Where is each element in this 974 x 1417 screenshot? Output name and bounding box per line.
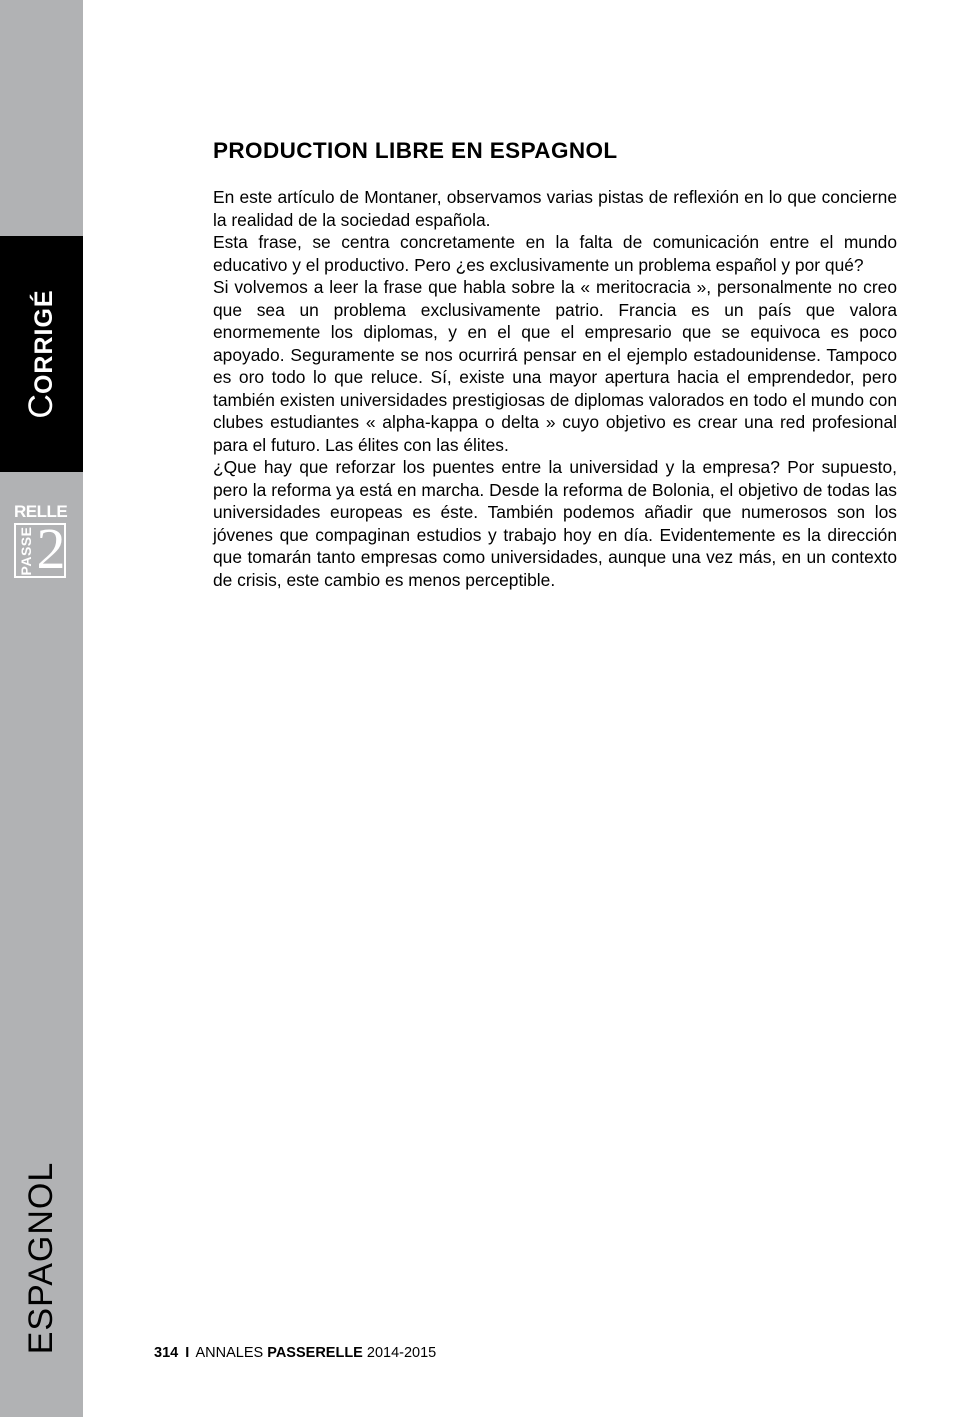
footer-year: 2014-2015 — [366, 1345, 437, 1361]
page-footer — [154, 1344, 436, 1362]
page-title: PRODUCTION LIBRE EN ESPAGNOL — [213, 138, 618, 163]
paragraph: En este artículo de Montaner, observamos varias pistas de reflexión en lo que concierne la realidad de la sociedad española. — [213, 187, 897, 230]
section-label-rest: ORRIGÉ — [30, 289, 58, 395]
page-number: 314 — [154, 1345, 179, 1361]
subject-label: ESPAGNOL — [22, 1161, 60, 1355]
body-text — [213, 186, 897, 591]
paragraph: Esta frase, se centra concretamente en la falta de comunicación entre el mundo educativo y el productivo. Pero ¿es exclusivamente un problema español y por qué? — [213, 232, 897, 275]
footer-prefix: ANNALES — [195, 1345, 264, 1361]
footer-brand: PASSERELLE — [267, 1345, 363, 1361]
logo-side-text: PASSE — [18, 526, 34, 576]
passerelle-logo — [14, 502, 68, 581]
paragraph: ¿Que hay que reforzar los puentes entre la universidad y la empresa? Por supuesto, pero la reforma ya está en marcha. Desde la reforma de Bolonia, el objetivo de todas las universidades europeas es éste. También podemos añadir que numerosos son los jóvenes que compaginan estudios y trabajo hoy en día. Evidentemente es la dirección que tomarán tanto empresas como universidades, aunque una vez más, en un contexto de crisis, este cambio es menos perceptible. — [213, 457, 897, 590]
footer-separator: I — [185, 1345, 190, 1361]
logo-number: 2 — [36, 516, 66, 581]
left-sidebar — [0, 0, 83, 1417]
paragraph: Si volvemos a leer la frase que habla sobre la « meritocracia », personalmente no creo que sea un problema exclusivamente patrio. Francia es un país que valora enormemente los diplomas, y en el que el empresario que se equivoca es poco apoyado. Seguramente se nos ocurrirá pensar en el ejemplo estadounidense. Tampoco es oro todo lo que reluce. Sí, existe una mayor apertura hacia el emprendedor, pero también existen universidades prestigiosas de diplomas valorados en todo el mundo con clubes estudiantes « alpha-kappa o delta » cuyo objetivo es crear una red profesional para el futuro. Las élites con las élites. — [213, 277, 897, 455]
logo-top-text: RELLE — [14, 502, 68, 521]
section-label — [24, 289, 58, 418]
section-label-initial: C — [22, 394, 60, 419]
logo-box — [14, 516, 66, 581]
